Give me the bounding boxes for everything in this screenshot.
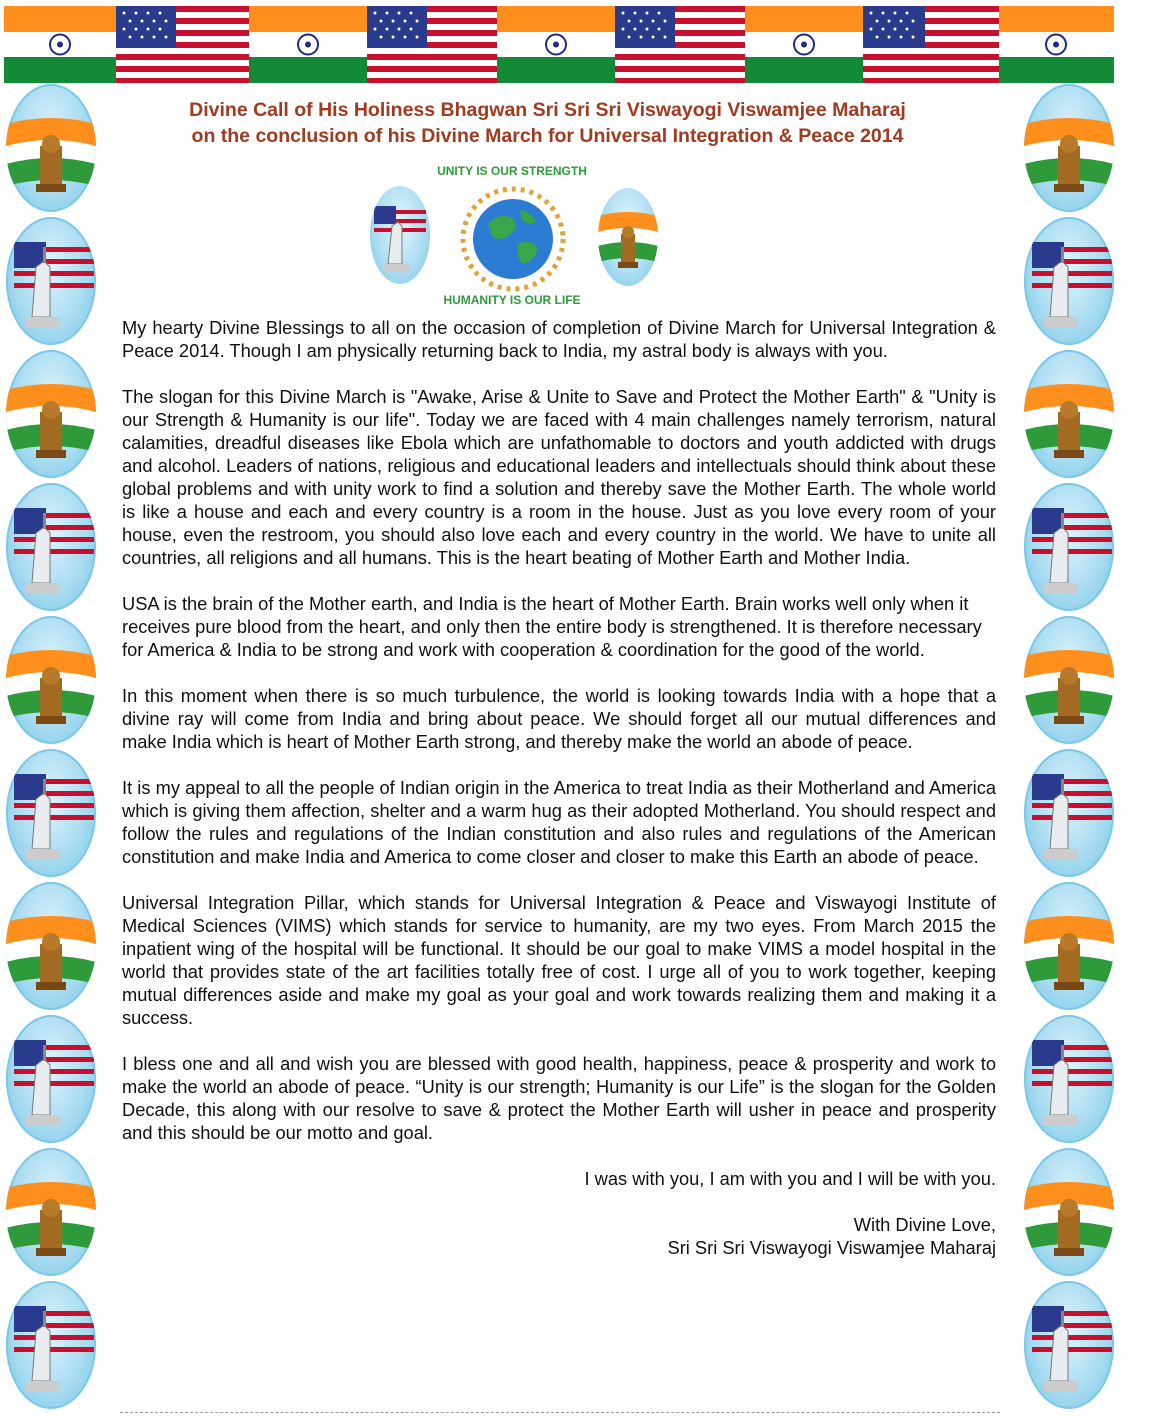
india-emblem-medallion-icon xyxy=(6,882,96,1010)
left-medallion-column xyxy=(6,84,98,1414)
closing-salutation: With Divine Love, xyxy=(853,1214,996,1235)
unity-slogan: UNITY IS OUR STRENGTH xyxy=(437,164,587,178)
india-emblem-medallion-icon xyxy=(1024,350,1114,478)
closing-promise: I was with you, I am with you and I will be with you. xyxy=(584,1168,996,1189)
unity-logo-group xyxy=(370,162,670,312)
india-flag-icon xyxy=(4,6,116,83)
india-emblem-medallion-icon xyxy=(6,1148,96,1276)
title-line-1: Divine Call of His Holiness Bhagwan Sri Sri Sri Viswayogi Viswamjee Maharaj xyxy=(189,99,906,121)
india-emblem-mini-medallion-icon xyxy=(598,188,658,286)
usa-liberty-medallion-icon xyxy=(6,483,96,611)
india-emblem-medallion-icon xyxy=(6,84,96,212)
usa-liberty-mini-medallion-icon xyxy=(370,186,430,284)
paragraph: Universal Integration Pillar, which stands for Universal Integration & Peace and Viswayogi Institute of Medical Sciences (VIMS) which stands for service to humanity, are my two eyes. From March 2015 the inpatient wing of the hospital will be functional. It should be our goal to make VIMS a model hospital in the world that provides state of the art facilities totally free of cost. I urge all of you to work together, keeping mutual differences aside and make my goal as your goal and work towards realizing them and making it a success. xyxy=(122,892,996,1028)
right-medallion-column xyxy=(1024,84,1116,1414)
flag-banner xyxy=(4,6,1124,83)
title-line-2: on the conclusion of his Divine March for Universal Integration & Peace 2014 xyxy=(191,125,904,147)
paragraph: In this moment when there is so much turbulence, the world is looking towards India with a hope that a divine ray will come from India and bring about peace. We should forget all our mutual differences and make India which is heart of Mother Earth strong, and thereby make the world an abode of peace. xyxy=(122,685,996,752)
india-flag-icon xyxy=(745,6,863,83)
india-flag-icon xyxy=(999,6,1114,83)
usa-liberty-medallion-icon xyxy=(1024,483,1114,611)
paragraph: I bless one and all and wish you are blessed with good health, happiness, peace & prosperity and work to make the world an abode of peace. “Unity is our strength; Humanity is our Life” is the slogan for the Golden Decade, this along with our resolve to save & protect the Mother Earth will usher in peace and prosperity and this should be our motto and goal. xyxy=(122,1053,996,1143)
usa-flag-icon xyxy=(615,6,745,83)
india-emblem-medallion-icon xyxy=(1024,882,1114,1010)
india-emblem-medallion-icon xyxy=(1024,84,1114,212)
usa-liberty-medallion-icon xyxy=(1024,1015,1114,1143)
paragraph: USA is the brain of the Mother earth, and India is the heart of Mother Earth. Brain works well only when it receives pure blood from the heart, and only then the entire body is strengthened. It is therefore necessary for America & India to be strong and work with cooperation & coordination for the good of the world. xyxy=(122,593,982,660)
india-emblem-medallion-icon xyxy=(6,350,96,478)
india-emblem-medallion-icon xyxy=(1024,616,1114,744)
usa-liberty-medallion-icon xyxy=(1024,217,1114,345)
usa-flag-icon xyxy=(863,6,999,83)
usa-liberty-medallion-icon xyxy=(1024,1281,1114,1409)
india-flag-icon xyxy=(497,6,615,83)
usa-flag-icon xyxy=(116,6,249,83)
india-emblem-medallion-icon xyxy=(1024,1148,1114,1276)
india-flag-icon xyxy=(249,6,367,83)
humanity-slogan: HUMANITY IS OUR LIFE xyxy=(443,293,581,307)
paragraph: The slogan for this Divine March is "Awake, Arise & Unite to Save and Protect the Mother Earth" & "Unity is our Strength & Humanity is our life". Today we are faced with 4 main challenges namely terrorism, natural calamities, dreadful diseases like Ebola which are unfathomable to doctors and youth addicted with drugs and alcohol. Leaders of nations, religious and educational leaders and intellectuals should think about these global problems and with unity work to find a solution and thereby save the Mother Earth. The whole world is like a house and each and every country is a room in the house. Just as you love every room of your house, even the restroom, you should also love each and every country in the world. We have to unite all countries, all religions and all humans. This is the heart beating of Mother Earth and Mother India. xyxy=(122,386,996,568)
usa-liberty-medallion-icon xyxy=(1024,749,1114,877)
usa-liberty-medallion-icon xyxy=(6,1281,96,1409)
usa-flag-icon xyxy=(367,6,497,83)
paragraph: My hearty Divine Blessings to all on the occasion of completion of Divine March for Universal Integration & Peace 2014. Though I am physically returning back to India, my astral body is always with you. xyxy=(122,317,996,361)
usa-liberty-medallion-icon xyxy=(6,749,96,877)
letter-body xyxy=(122,316,996,1259)
india-emblem-medallion-icon xyxy=(6,616,96,744)
usa-liberty-medallion-icon xyxy=(6,1015,96,1143)
paragraph: It is my appeal to all the people of Indian origin in the America to treat India as their Motherland and America which is giving them affection, shelter and a warm hug as their adopted Motherland. You should respect and follow the rules and regulations of the Indian constitution and also rules and regulations of the American constitution and make India and America to come closer and closer to make this Earth an abode of peace. xyxy=(122,777,996,867)
bottom-divider xyxy=(120,1412,1000,1414)
signature: Sri Sri Sri Viswayogi Viswamjee Maharaj xyxy=(667,1237,996,1258)
globe-children-icon xyxy=(458,184,568,299)
letter-title xyxy=(120,97,975,149)
usa-liberty-medallion-icon xyxy=(6,217,96,345)
